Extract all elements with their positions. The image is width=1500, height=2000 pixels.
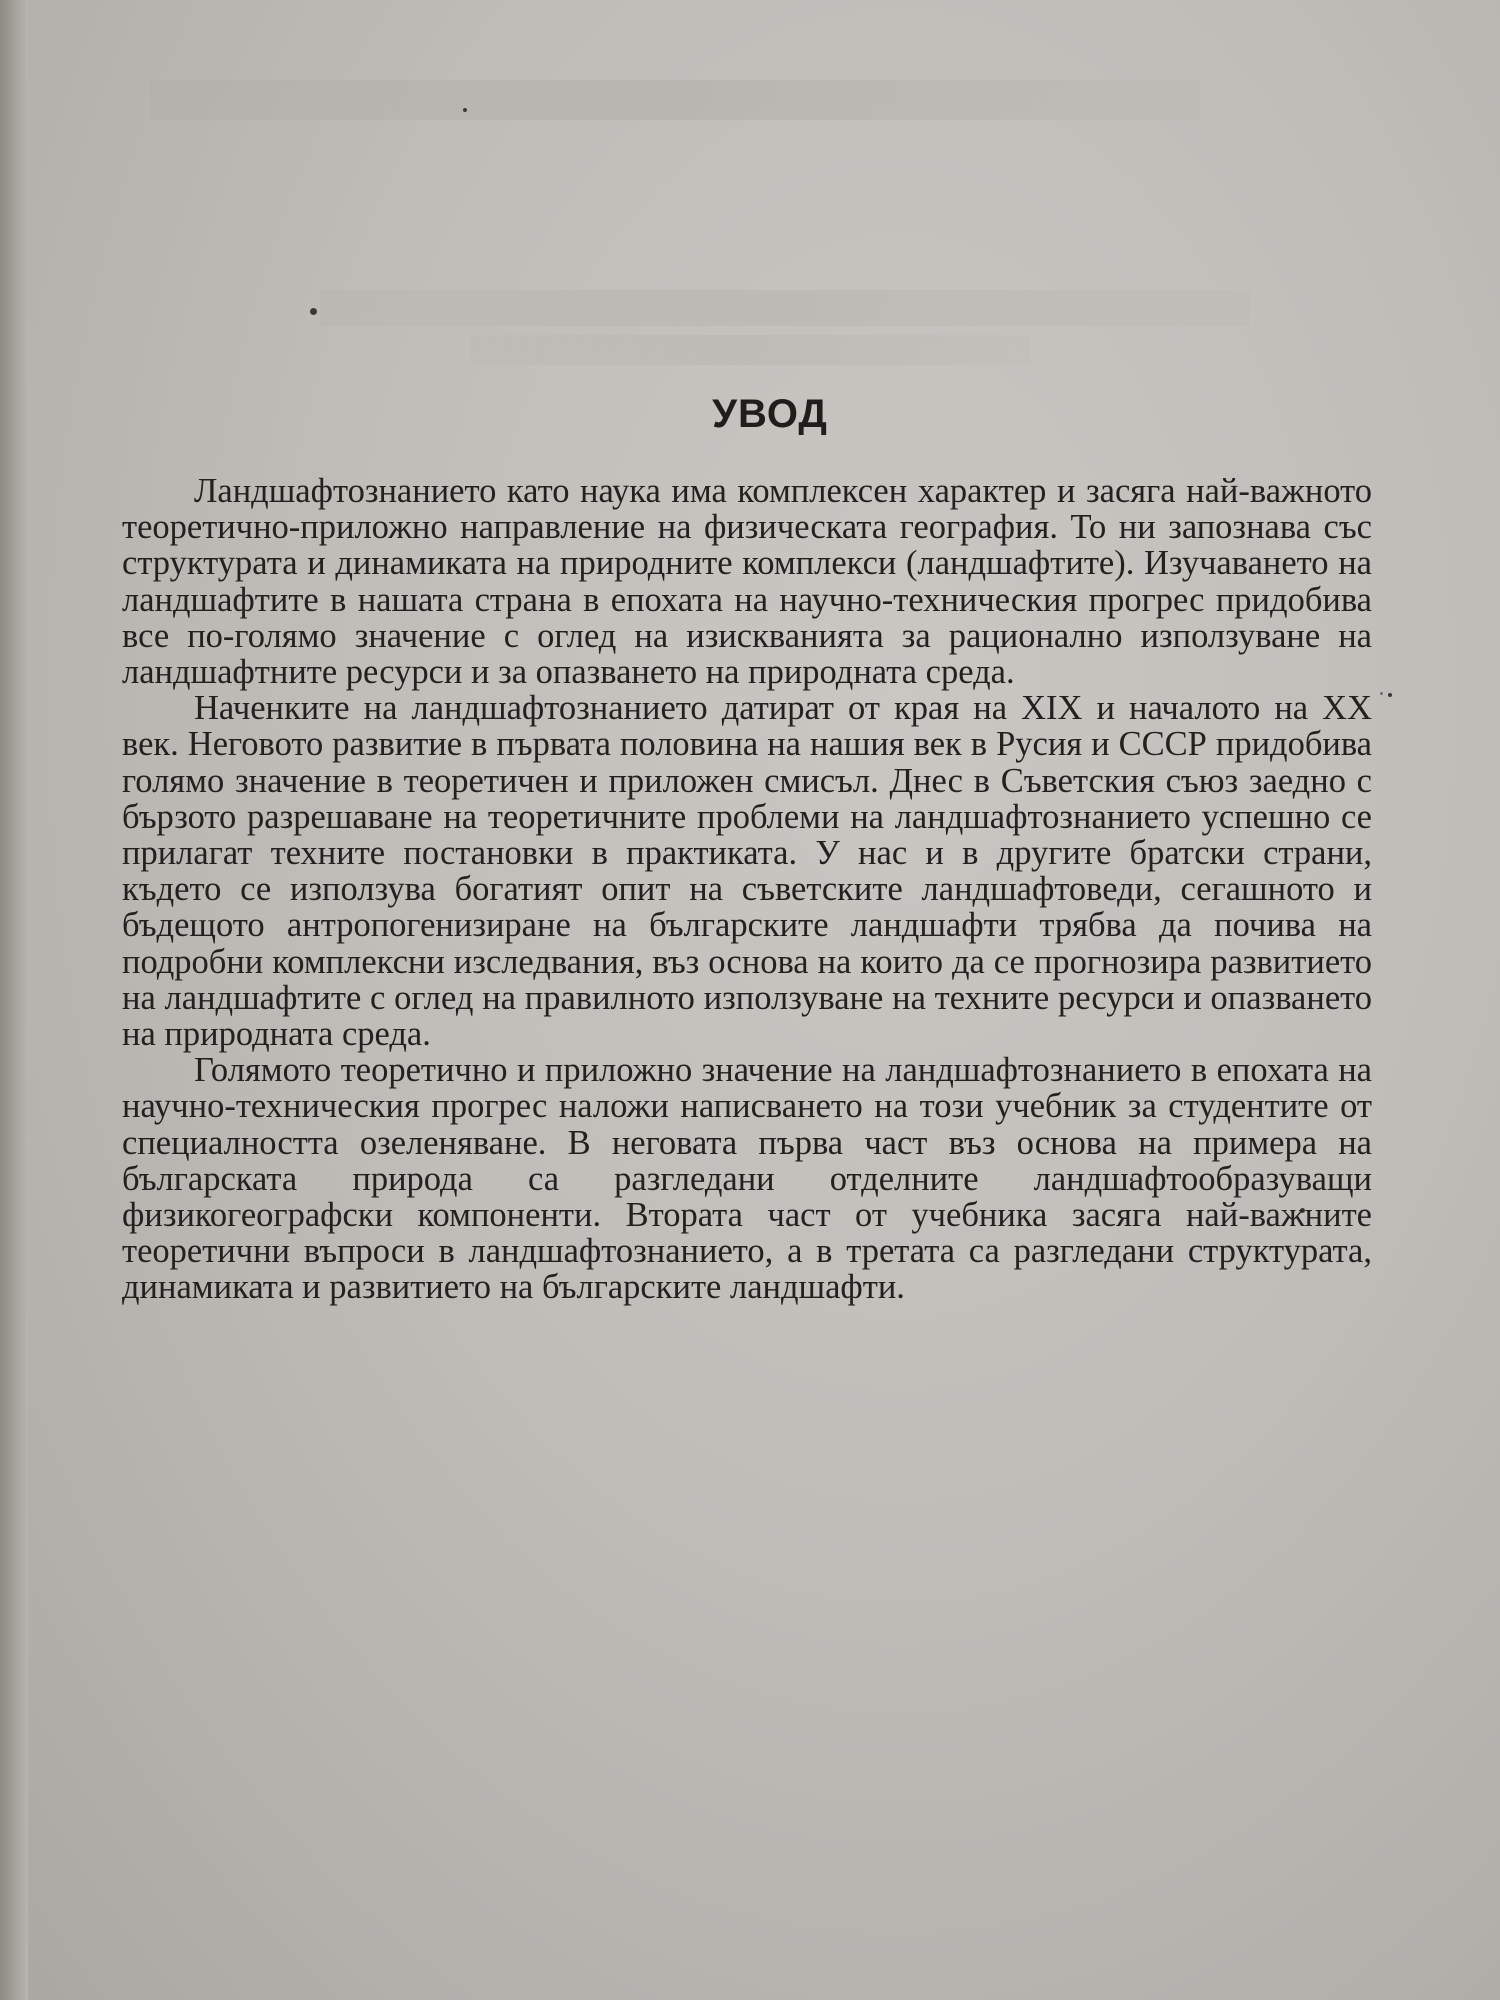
page-spine-shadow: [0, 0, 28, 2000]
paragraph: Голямото теоретично и приложно значение на ландшафтознанието в епохата на научно-техническия прогрес наложи написването на този учебник за студентите от специалността озеленяване. В неговата първа част въз основа на примера на българската природа са разгледани отделните ландшафтообразуващи физикогеографски компоненти. Втората част от учебника засяга най-важните теоретични въпроси в ландшафтознанието, а в третата са разгледани структурата, динамиката и развитието на българските ландшафти.: [122, 1051, 1372, 1307]
ink-speck: [1380, 692, 1383, 695]
paragraph: Наченките на ландшафтознанието датират от края на XIX и началото на XX век. Неговото развитие в първата половина на нашия век в Русия и СССР придобива голямо значение в теоретичен и приложен смисъл. Днес в Съветския съюз заедно с бързото разрешаване на теоретичните проблеми на ландшафтознанието успешно се прилагат техните постановки в практиката. У нас и в другите братски страни, където се използува богатият опит на съветските ландшафтоведи, сегашното и бъдещото антропогенизиране на българските ландшафти трябва да почива на подробни комплексни изследвания, въз основа на които да се прогнозира развитието на ландшафтите с оглед на правилното използуване на техните ресурси и опазването на природната среда.: [122, 689, 1372, 1054]
show-through-mark: [470, 335, 1030, 365]
ink-speck: [1388, 693, 1392, 697]
section-heading: УВОД: [712, 392, 828, 436]
ink-speck: [463, 108, 467, 112]
ink-speck: [310, 308, 317, 315]
show-through-mark: [320, 290, 1250, 326]
body-text: [122, 473, 1372, 1306]
show-through-mark: [150, 80, 1200, 120]
paragraph: Ландшафтознанието като наука има комплексен характер и засяга най-важното теоретично-приложно направление на физическата география. То ни запознава със структурата и динамиката на природните комплекси (ландшафтите). Изучаването на ландшафтите в нашата страна в епохата на научно-техническия прогрес придобива все по-голямо значение с оглед на изискванията за рационално използуване на ландшафтните ресурси и за опазването на природната среда.: [122, 472, 1372, 692]
